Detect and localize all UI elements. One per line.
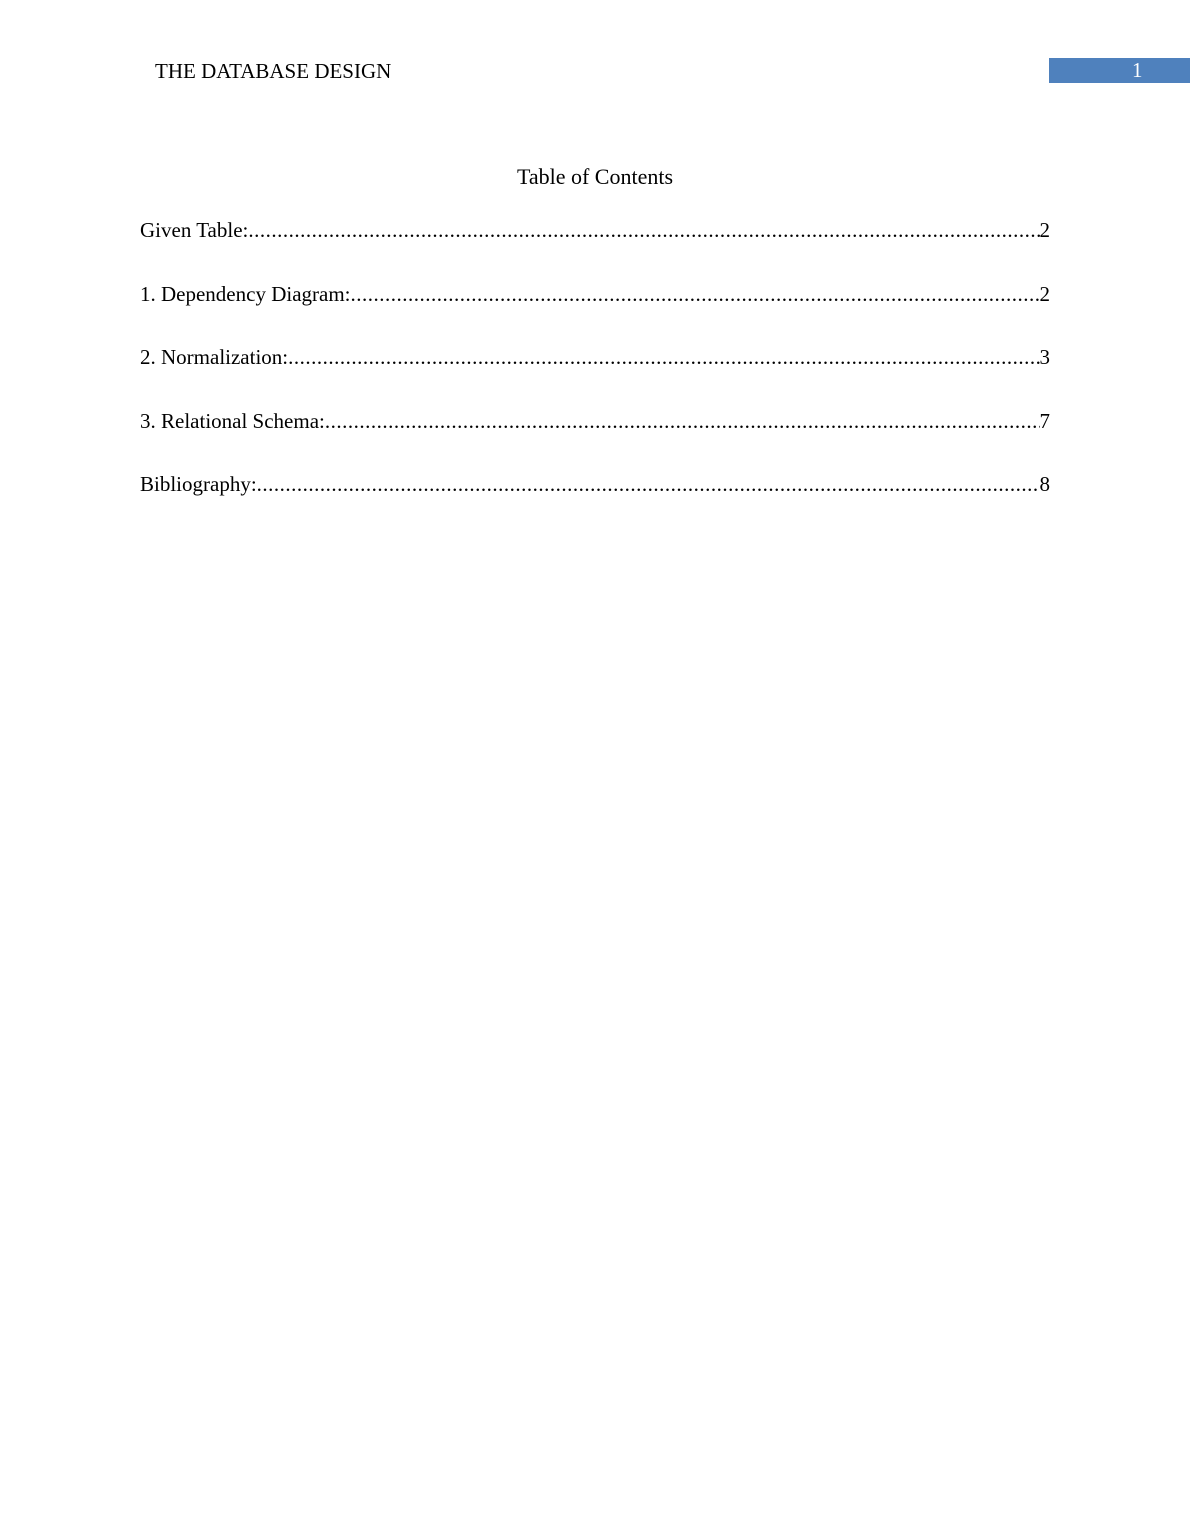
toc-entry-bibliography[interactable] bbox=[140, 470, 1050, 534]
running-header-title: THE DATABASE DESIGN bbox=[155, 59, 392, 83]
table-of-contents bbox=[140, 216, 1050, 534]
toc-entry-label: Bibliography: bbox=[140, 472, 257, 496]
toc-entry-label: Given Table: bbox=[140, 218, 249, 242]
toc-entry-label: 3. Relational Schema: bbox=[140, 408, 325, 433]
dot-leader bbox=[248, 216, 1039, 244]
dot-leader bbox=[288, 343, 1039, 371]
toc-entry-normalization[interactable] bbox=[140, 343, 1050, 407]
page-number: 1 bbox=[1132, 58, 1143, 82]
toc-entry-label: 2. Normalization: bbox=[140, 345, 289, 369]
dot-leader bbox=[325, 407, 1040, 435]
toc-entry-page: 7 bbox=[1039, 408, 1050, 433]
toc-entry-given-table[interactable] bbox=[140, 216, 1050, 280]
toc-entry-page: 2 bbox=[1039, 218, 1050, 242]
toc-entry-page: 8 bbox=[1039, 472, 1050, 496]
dot-leader bbox=[351, 280, 1040, 308]
toc-entry-dependency-diagram[interactable] bbox=[140, 280, 1050, 344]
toc-entry-relational-schema[interactable] bbox=[140, 407, 1050, 471]
toc-heading: Table of Contents bbox=[516, 164, 674, 189]
page-number-box bbox=[1049, 58, 1190, 83]
dot-leader bbox=[257, 470, 1040, 498]
toc-entry-page: 2 bbox=[1039, 281, 1050, 306]
toc-entry-page: 3 bbox=[1039, 345, 1050, 369]
toc-entry-label: 1. Dependency Diagram: bbox=[140, 281, 351, 306]
